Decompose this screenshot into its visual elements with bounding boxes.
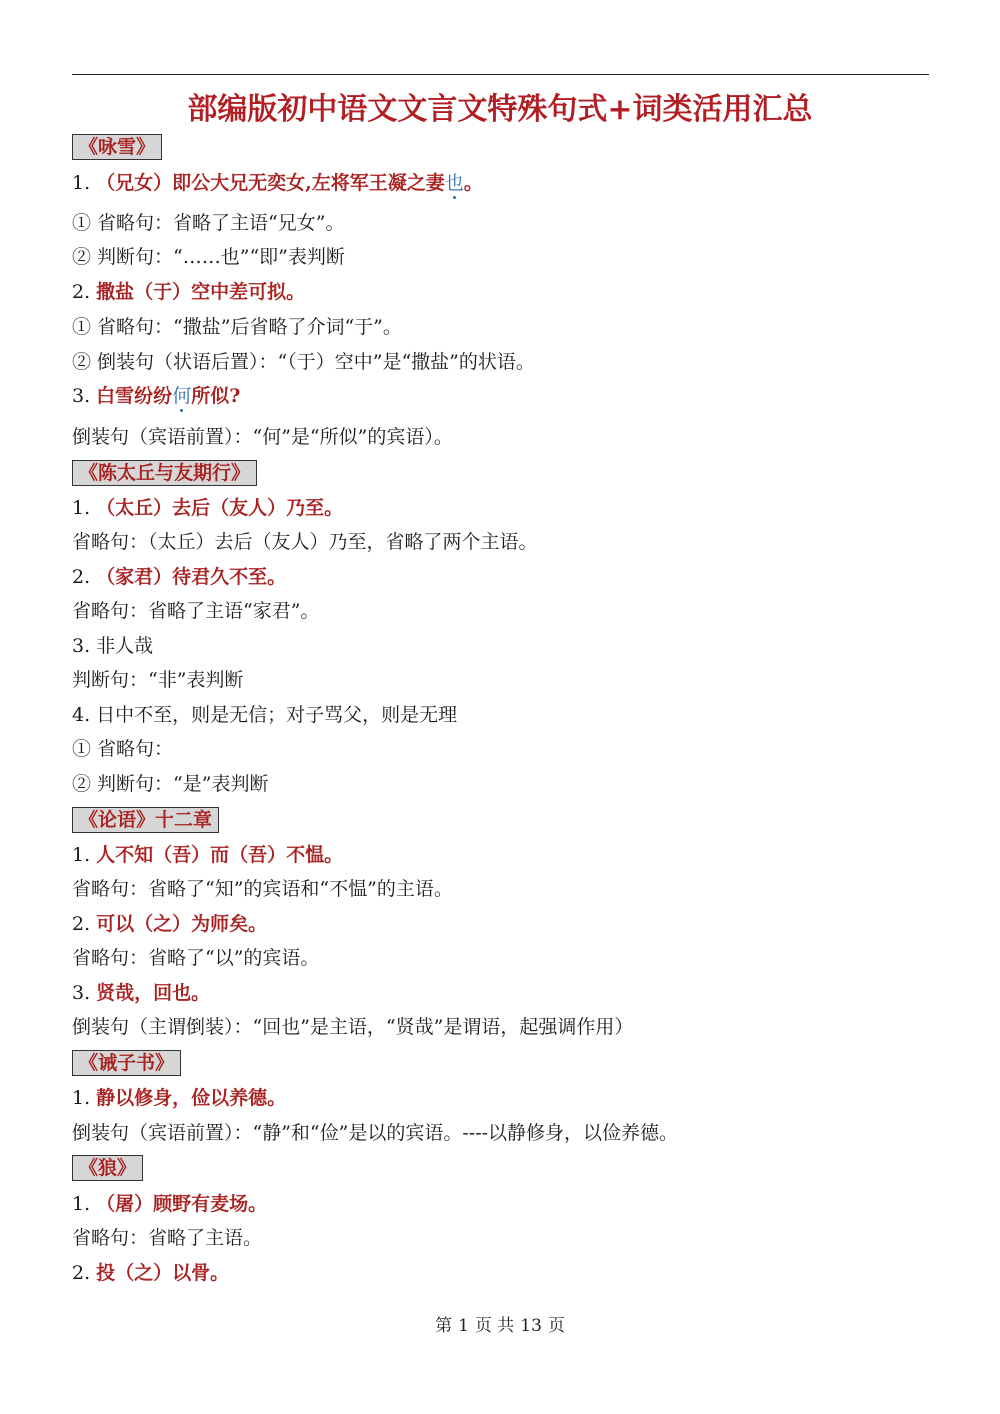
sentence-ly1: 1. 人不知（吾）而（吾）不愠。: [72, 844, 344, 866]
sentence-ly2: 2. 可以（之）为师矣。: [72, 913, 268, 935]
note-ct1-1: 省略句：（太丘）去后（友人）乃至，省略了两个主语。: [72, 531, 538, 553]
sentence-ct3: 3. 非人哉: [72, 635, 154, 657]
page-number: 1: [458, 1316, 469, 1336]
note-ly1-1: 省略句：省略了“知”的宾语和“不愠”的主语。: [72, 878, 453, 900]
section-heading-jiezishu: 《诫子书》: [72, 1050, 181, 1076]
note-yx1-2: ② 判断句：“……也”“即”表判断: [72, 246, 345, 268]
particle-he: 何: [172, 385, 192, 407]
section-heading-chentaiqiu: 《陈太丘与友期行》: [72, 460, 257, 486]
sentence-ct4: 4. 日中不至，则是无信；对子骂父，则是无理: [72, 704, 458, 726]
note-ct3-1: 判断句：“非”表判断: [72, 669, 244, 691]
note-yx3-1: 倒装句（宾语前置）：“何”是“所似”的宾语）。: [72, 426, 453, 448]
page-footer: 第 1 页 共 13 页: [435, 1316, 565, 1336]
note-ct4-1: ① 省略句：: [72, 738, 174, 760]
note-jz1-1: 倒装句（宾语前置）：“静”和“俭”是以的宾语。----以静修身，以俭养德。: [72, 1122, 679, 1144]
sentence-ct2: 2. （家君）待君久不至。: [72, 566, 287, 588]
note-ly3-1: 倒装句（主谓倒装）：“回也”是主语，“贤哉”是谓语，起强调作用）: [72, 1016, 634, 1038]
sentence-la2: 2. 投（之）以骨。: [72, 1262, 230, 1284]
sentence-yx1: 1. （兄女）即公大兄无奕女,左将军王凝之妻也。: [72, 172, 483, 194]
sentence-yx2: 2. 撒盐（于）空中差可拟。: [72, 281, 306, 303]
page-title: 部编版初中语文文言文特殊句式+词类活用汇总: [187, 92, 813, 127]
section-heading-lunyu: 《论语》十二章: [72, 807, 219, 833]
sentence-ct1: 1. （太丘）去后（友人）乃至。: [72, 497, 344, 519]
page-total: 13: [520, 1316, 542, 1336]
note-la1-1: 省略句：省略了主语。: [72, 1227, 263, 1249]
note-ct2-1: 省略句：省略了主语“家君”。: [72, 600, 320, 622]
sentence-la1: 1. （屠）顾野有麦场。: [72, 1193, 268, 1215]
section-heading-lang: 《狼》: [72, 1155, 143, 1181]
section-heading-yongxue: 《咏雪》: [72, 134, 162, 160]
note-ct4-2: ② 判断句：“是”表判断: [72, 773, 269, 795]
sentence-jz1: 1. 静以修身，俭以养德。: [72, 1087, 287, 1109]
note-yx1-1: ① 省略句：省略了主语“兄女”。: [72, 212, 345, 234]
note-ly2-1: 省略句：省略了“以”的宾语。: [72, 947, 320, 969]
note-yx2-1: ① 省略句：“撒盐”后省略了介词“于”。: [72, 316, 402, 338]
note-yx2-2: ② 倒装句（状语后置）：“（于）空中”是“撒盐”的状语。: [72, 351, 535, 373]
sentence-ly3: 3. 贤哉，回也。: [72, 982, 211, 1004]
sentence-yx3: 3. 白雪纷纷何所似?: [72, 385, 241, 407]
particle-ye: 也: [444, 172, 464, 194]
top-rule: [72, 74, 929, 75]
